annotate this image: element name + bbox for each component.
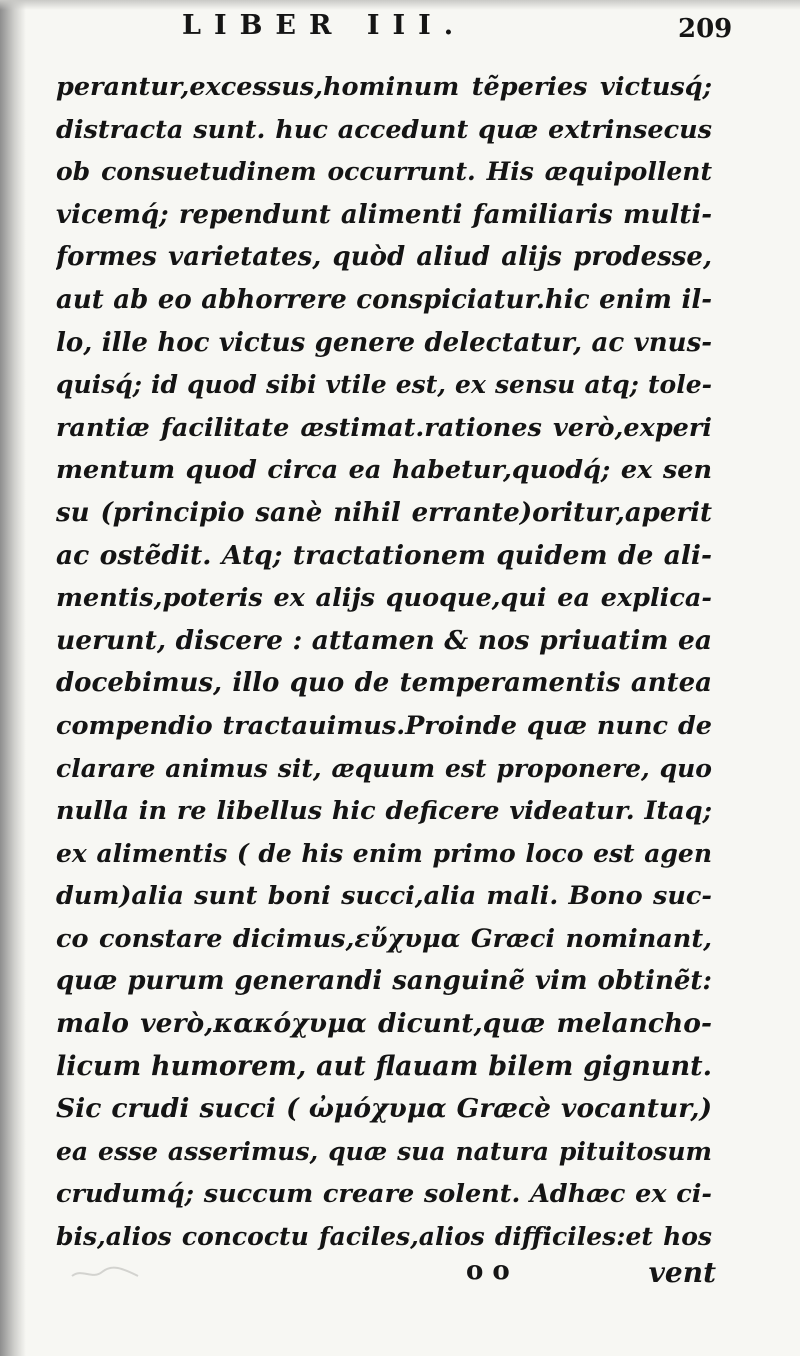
text-line: compendio tractauimus.Proinde quæ nunc de [56,710,712,741]
running-head: LIBER III. [182,10,467,41]
text-line: vicemq́; rependunt alimenti familiaris multi- [56,199,712,230]
text-line: dum)alia sunt boni succi,alia mali. Bono suc- [56,881,712,912]
text-line: ob consuetudinem occurrunt. His æquipollent [56,157,712,187]
text-line: Sic crudi succi ( ὠμόχυμα Græcè vocantur,) [56,1093,712,1125]
text-line: docebimus, illo quo de temperamentis antea [56,668,712,699]
text-line: bis,alios concoctu faciles,alios difficiles:et hos [56,1222,712,1252]
text-line: uerunt, discere : attamen & nos priuatim ea [56,624,712,656]
catchword: vent [648,1256,716,1289]
text-line: mentis,poteris ex alijs quoque,qui ea explica- [56,583,712,614]
text-line: ea esse asserimus, quæ sua natura pituitosum [56,1136,712,1166]
text-line: ex alimentis ( de his enim primo loco est agen [56,838,712,868]
body-text [56,66,712,1259]
text-line: crudumq́; succum creare solent. Adhæc ex ci- [56,1179,712,1210]
text-line: quisq́; id quod sibi vtile est, ex sensu atq; tole- [56,370,712,400]
text-line: mentum quod circa ea habetur,quodq́; ex sen [56,455,712,486]
page-number: 209 [678,14,733,44]
top-edge-shadow [0,0,800,10]
page-footer [56,1256,716,1296]
text-line: distracta sunt. huc accedunt quæ extrinsecus [56,114,712,145]
gutter-shadow [0,0,26,1356]
signature-mark: o o [466,1256,510,1286]
text-line: clarare animus sit, æquum est proponere, quo [56,753,712,783]
text-line: ac ostẽdit. Atq; tractationem quidem de ali- [56,539,712,571]
text-line: nulla in re libellus hic deficere videatur. Itaq; [56,796,712,827]
text-line: licum humorem, aut flauam bilem gignunt. [56,1050,712,1082]
text-line: formes varietates, quòd aliud alijs prodesse, [56,242,712,273]
text-line: quæ purum generandi sanguinẽ vim obtinẽt: [56,966,712,997]
text-line: co constare dicimus,εὔχυμα Græci nominant, [56,923,712,954]
text-line: rantiæ facilitate æstimat.rationes verò,experi [56,412,712,443]
text-line: malo verò,κακόχυμα dicunt,quæ melancho- [56,1008,712,1040]
text-line: perantur,excessus,hominum tẽperies victusq́; [56,72,712,102]
text-line: lo, ille hoc victus genere delectatur, ac vnus- [56,327,712,358]
text-line: aut ab eo abhorrere conspiciatur.hic enim il- [56,284,712,315]
text-line: su (principio sanè nihil errante)oritur,aperit [56,497,712,528]
